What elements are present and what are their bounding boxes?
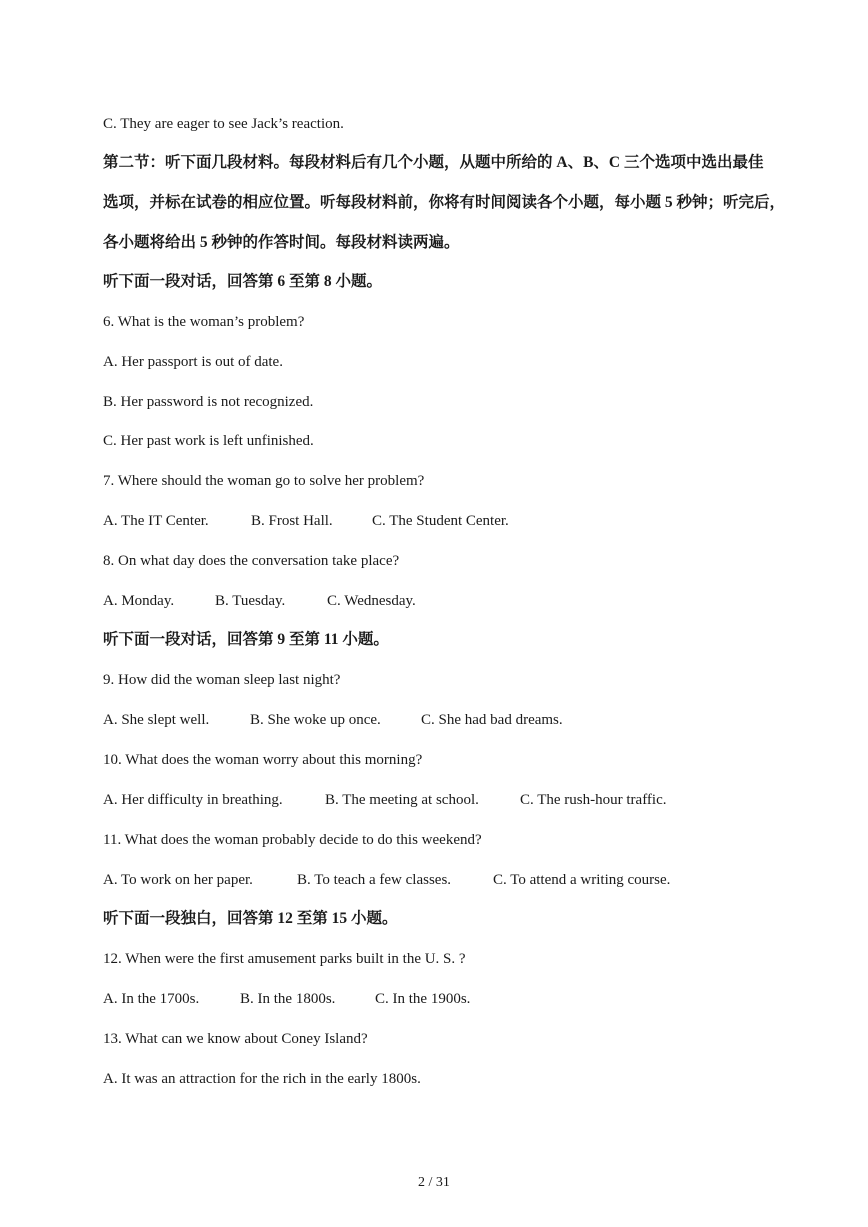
question-12-option-a: A. In the 1700s. bbox=[103, 991, 200, 1007]
question-11: 11. What does the woman probably decide to do this weekend? bbox=[103, 832, 482, 848]
question-9-option-c: C. She had bad dreams. bbox=[421, 712, 563, 728]
question-10-option-a: A. Her difficulty in breathing. bbox=[103, 792, 283, 808]
question-13-option-a: A. It was an attraction for the rich in the early 1800s. bbox=[103, 1071, 421, 1087]
question-11-option-a: A. To work on her paper. bbox=[103, 872, 253, 888]
section-2-instructions-line-1: 第二节：听下面几段材料。每段材料后有几个小题，从题中所给的 A、B、C 三个选项中选出最佳 bbox=[103, 154, 764, 171]
question-9-options bbox=[0, 711, 868, 729]
question-6-option-b: B. Her password is not recognized. bbox=[103, 394, 314, 410]
question-8-option-b: B. Tuesday. bbox=[215, 593, 286, 609]
question-9-option-b: B. She woke up once. bbox=[250, 712, 381, 728]
question-12-option-c: C. In the 1900s. bbox=[375, 991, 471, 1007]
question-9-option-a: A. She slept well. bbox=[103, 712, 210, 728]
section-2-instructions-line-2: 选项，并标在试卷的相应位置。听每段材料前，你将有时间阅读各个小题，每小题 5 秒钟；听完后， bbox=[103, 194, 786, 211]
question-8-option-a: A. Monday. bbox=[103, 593, 175, 609]
question-7-option-b: B. Frost Hall. bbox=[251, 513, 333, 529]
question-11-option-c: C. To attend a writing course. bbox=[493, 872, 671, 888]
question-7-option-a: A. The IT Center. bbox=[103, 513, 209, 529]
question-7-options bbox=[0, 512, 868, 530]
question-5-option-c: C. They are eager to see Jack’s reaction. bbox=[103, 116, 344, 132]
question-13: 13. What can we know about Coney Island? bbox=[103, 1031, 368, 1047]
question-12: 12. When were the first amusement parks built in the U. S. ? bbox=[103, 951, 466, 967]
question-8: 8. On what day does the conversation take place? bbox=[103, 553, 400, 569]
question-6: 6. What is the woman’s problem? bbox=[103, 314, 305, 330]
section-2-instructions-line-3: 各小题将给出 5 秒钟的作答时间。每段材料读两遍。 bbox=[103, 234, 460, 251]
question-11-option-b: B. To teach a few classes. bbox=[297, 872, 452, 888]
passage-6-8-heading: 听下面一段对话，回答第 6 至第 8 小题。 bbox=[103, 273, 383, 290]
passage-12-15-heading: 听下面一段独白，回答第 12 至第 15 小题。 bbox=[103, 910, 398, 927]
question-6-option-a: A. Her passport is out of date. bbox=[103, 354, 283, 370]
question-12-option-b: B. In the 1800s. bbox=[240, 991, 336, 1007]
question-8-option-c: C. Wednesday. bbox=[327, 593, 416, 609]
question-10-option-b: B. The meeting at school. bbox=[325, 792, 479, 808]
question-10-option-c: C. The rush-hour traffic. bbox=[520, 792, 667, 808]
passage-9-11-heading: 听下面一段对话，回答第 9 至第 11 小题。 bbox=[103, 631, 389, 648]
question-7-option-c: C. The Student Center. bbox=[372, 513, 509, 529]
question-9: 9. How did the woman sleep last night? bbox=[103, 672, 341, 688]
question-8-options bbox=[0, 592, 868, 610]
question-12-options bbox=[0, 990, 868, 1008]
question-10-options bbox=[0, 791, 868, 809]
question-7: 7. Where should the woman go to solve her problem? bbox=[103, 473, 425, 489]
question-6-option-c: C. Her past work is left unfinished. bbox=[103, 433, 314, 449]
question-10: 10. What does the woman worry about this morning? bbox=[103, 752, 423, 768]
question-11-options bbox=[0, 871, 868, 889]
page-number: 2 / 31 bbox=[418, 1175, 450, 1190]
